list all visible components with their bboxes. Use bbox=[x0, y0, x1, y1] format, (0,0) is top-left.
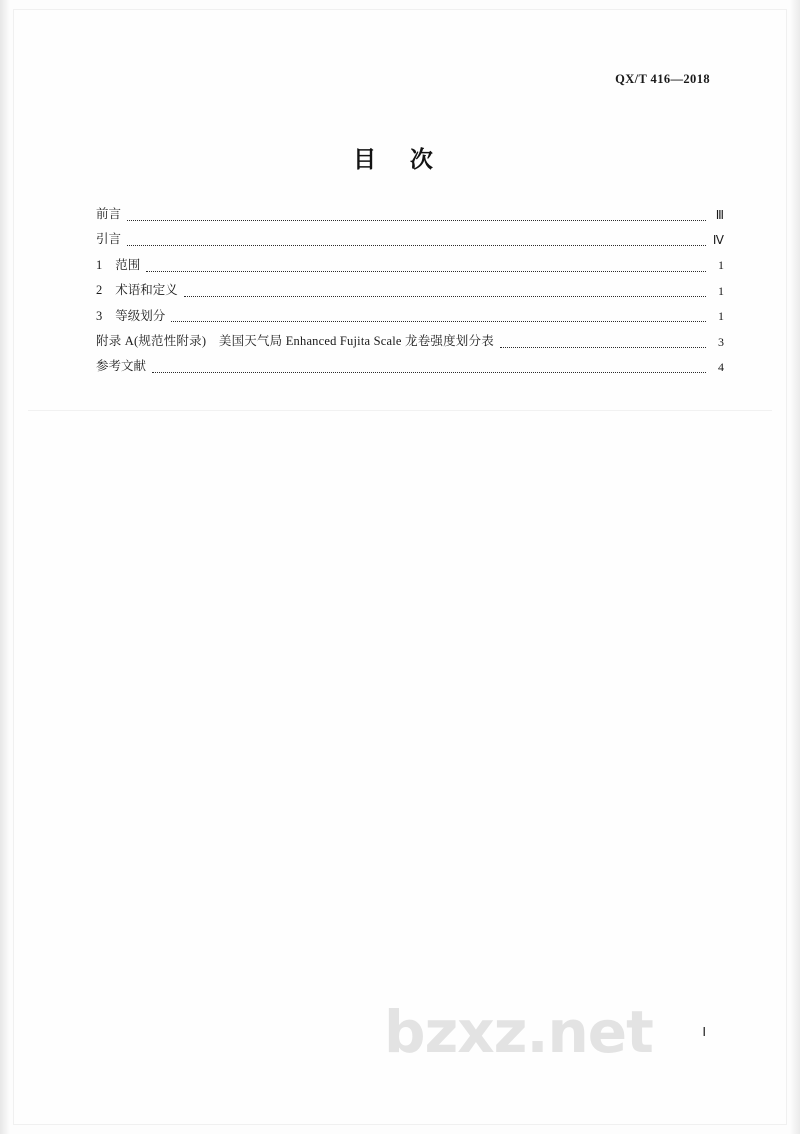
toc-entry-label: 参考文献 bbox=[96, 359, 147, 374]
table-of-contents bbox=[96, 206, 724, 384]
toc-leader-dots bbox=[184, 288, 706, 297]
toc-leader-dots bbox=[146, 263, 706, 272]
toc-leader-dots bbox=[127, 212, 706, 221]
toc-entry-page: Ⅲ bbox=[715, 207, 724, 222]
toc-entry-page: 1 bbox=[718, 309, 724, 324]
toc-entry-page: 3 bbox=[718, 334, 724, 349]
toc-entry-label: 术语和定义 bbox=[115, 283, 178, 298]
toc-entry-page: 1 bbox=[718, 258, 724, 273]
toc-entry[interactable] bbox=[96, 206, 724, 223]
toc-entry-page: Ⅳ bbox=[712, 233, 724, 248]
toc-leader-dots bbox=[171, 313, 706, 322]
toc-entry[interactable] bbox=[96, 358, 724, 375]
toc-entry-page: 1 bbox=[718, 283, 724, 298]
toc-entry[interactable] bbox=[96, 231, 724, 248]
toc-entry-label: 附录 A(规范性附录) 美国天气局 Enhanced Fujita Scale 龙卷强度划分表 bbox=[96, 333, 494, 348]
toc-leader-dots bbox=[127, 237, 706, 246]
footer-page-number: Ⅰ bbox=[702, 1025, 706, 1039]
toc-leader-dots bbox=[152, 364, 706, 373]
toc-entry-label: 前言 bbox=[96, 207, 122, 221]
toc-entry-number: 2 bbox=[96, 283, 103, 298]
toc-entry[interactable] bbox=[96, 282, 724, 299]
page-sheet bbox=[14, 10, 786, 1124]
toc-entry[interactable] bbox=[96, 308, 724, 325]
toc-entry[interactable] bbox=[96, 333, 724, 350]
toc-entry-number: 3 bbox=[96, 308, 103, 323]
watermark-text: bzxz.net bbox=[384, 998, 653, 1066]
standard-code-header: QX/T 416—2018 bbox=[615, 72, 710, 86]
toc-entry-label: 范围 bbox=[115, 257, 141, 272]
toc-entry[interactable] bbox=[96, 257, 724, 274]
scan-fold-line bbox=[28, 410, 772, 411]
toc-entry-label: 引言 bbox=[96, 232, 122, 247]
page-title: 目 次 bbox=[353, 147, 447, 172]
toc-entry-number: 1 bbox=[96, 257, 103, 272]
toc-leader-dots bbox=[500, 339, 706, 348]
toc-entry-page: 4 bbox=[718, 359, 724, 374]
toc-entry-label: 等级划分 bbox=[115, 308, 166, 323]
